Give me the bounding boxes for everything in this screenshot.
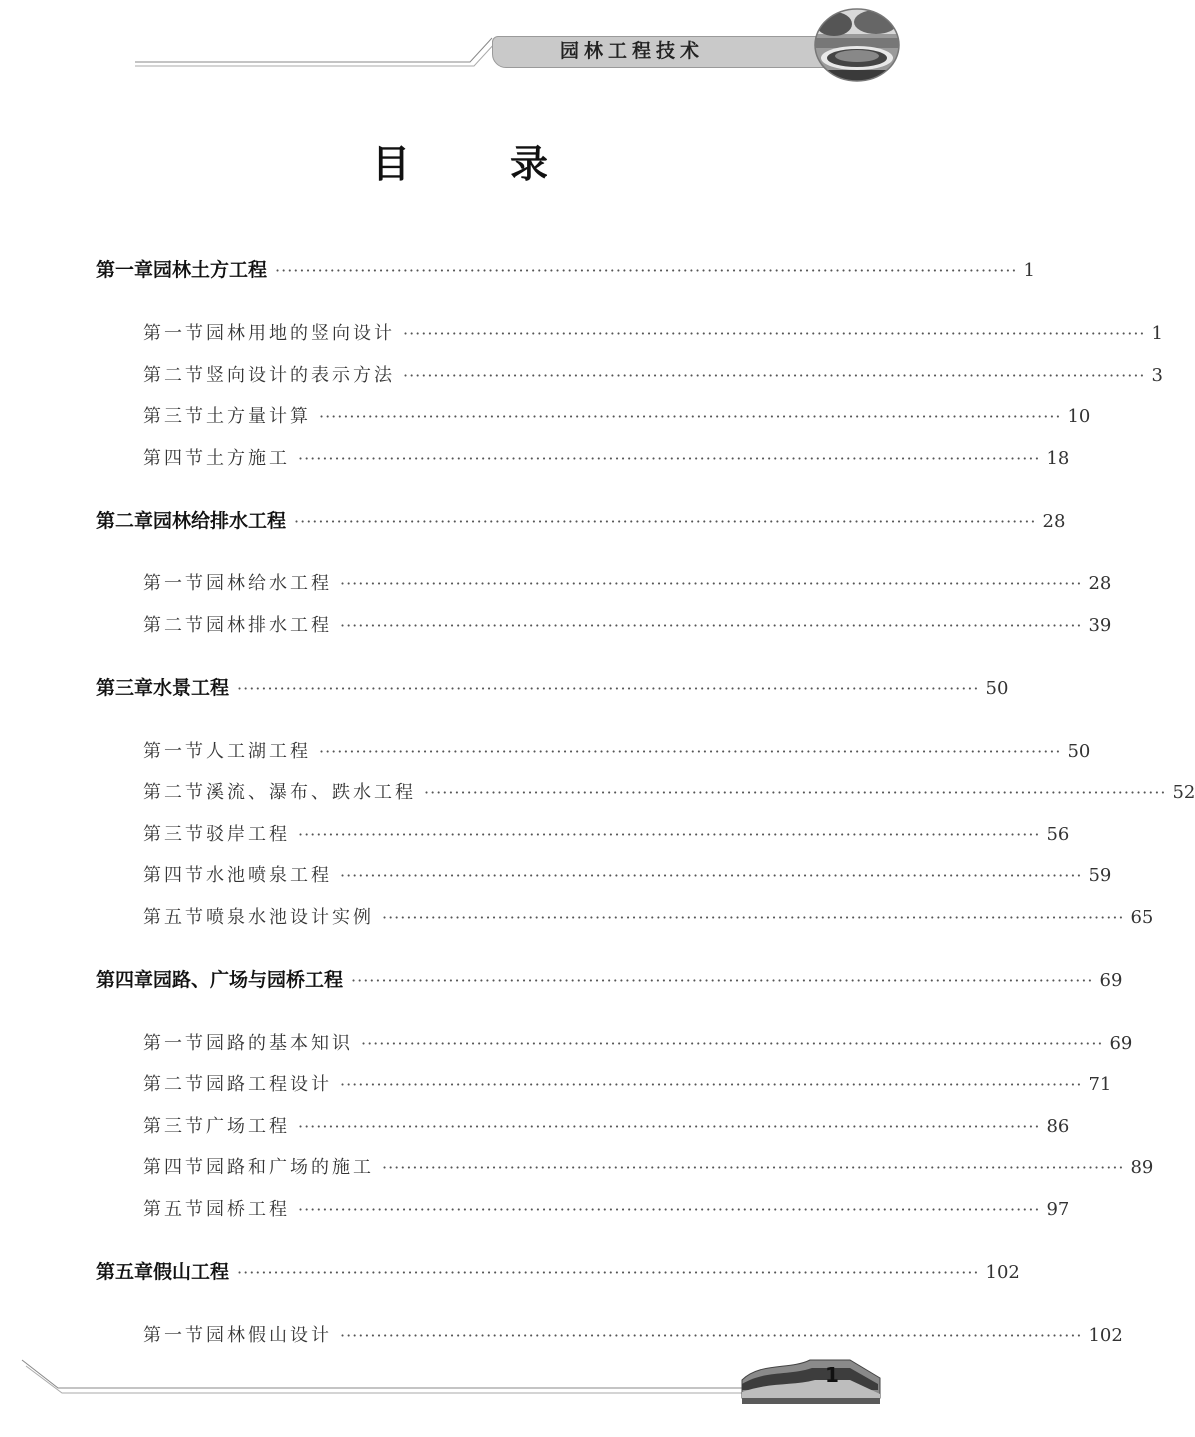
section-title: 园林排水工程 (206, 615, 332, 636)
dot-leader: ·························································································································· (403, 366, 1146, 385)
chapter-title: 水景工程 (153, 677, 230, 699)
dot-leader: ·························································································································· (275, 261, 1018, 280)
dot-leader: ·························································································································· (361, 1034, 1104, 1053)
dot-leader: ·························································································································· (340, 866, 1083, 885)
chapter-title: 园林给排水工程 (153, 510, 287, 532)
page-number: 59 (1088, 865, 1112, 886)
toc-chapter-2[interactable] (96, 506, 1066, 536)
toc-section-1-4[interactable] (143, 444, 1070, 474)
toc-section-4-2[interactable] (143, 1070, 1112, 1100)
dot-leader: ·························································································································· (298, 825, 1041, 844)
section-title: 园路工程设计 (206, 1074, 332, 1095)
chapter-number: 第四章 (96, 969, 154, 991)
page-number: 102 (1088, 1325, 1123, 1346)
toc-section-3-3[interactable] (143, 820, 1070, 850)
page-number: 56 (1046, 824, 1070, 845)
page-number: 89 (1130, 1157, 1154, 1178)
dot-leader: ·························································································································· (340, 574, 1083, 593)
section-number: 第二节 (143, 1074, 206, 1095)
dot-leader: ·························································································································· (382, 908, 1125, 927)
page-number: 69 (1099, 970, 1123, 991)
page-number: 71 (1088, 1074, 1112, 1095)
section-number: 第二节 (143, 615, 206, 636)
section-title: 园林假山设计 (206, 1325, 332, 1346)
toc-section-2-2[interactable] (143, 611, 1112, 641)
section-number: 第二节 (143, 365, 206, 386)
page-number: 50 (985, 678, 1009, 699)
page-number: 10 (1067, 406, 1091, 427)
section-title: 园桥工程 (206, 1199, 290, 1220)
chapter-title: 园路、广场与园桥工程 (153, 969, 344, 991)
footer-decoration (0, 1340, 920, 1437)
section-number: 第一节 (143, 323, 206, 344)
section-title: 驳岸工程 (206, 824, 290, 845)
section-number: 第五节 (143, 907, 206, 928)
chapter-number: 第一章 (96, 259, 154, 281)
header-book-title: 园林工程技术 (560, 40, 705, 62)
section-title: 土方量计算 (206, 406, 311, 427)
page-number: 86 (1046, 1116, 1070, 1137)
toc-section-4-5[interactable] (143, 1195, 1070, 1225)
dot-leader: ·························································································································· (340, 616, 1083, 635)
dot-leader: ·························································································································· (237, 679, 980, 698)
toc-section-1-1[interactable] (143, 319, 1163, 349)
dot-leader: ·························································································································· (382, 1158, 1125, 1177)
toc-section-4-3[interactable] (143, 1112, 1070, 1142)
dot-leader: ·························································································································· (319, 742, 1062, 761)
toc-chapter-4[interactable] (96, 965, 1123, 995)
page-title: 目录 (371, 142, 648, 186)
page-number: 52 (1172, 782, 1195, 803)
page-number: 28 (1042, 511, 1066, 532)
section-number: 第四节 (143, 1157, 206, 1178)
section-title: 人工湖工程 (206, 741, 311, 762)
page-number: 28 (1088, 573, 1112, 594)
toc-section-1-3[interactable] (143, 402, 1091, 432)
section-number: 第一节 (143, 1325, 206, 1346)
page-number: 3 (1151, 365, 1163, 386)
dot-leader: ·························································································································· (340, 1075, 1083, 1094)
section-title: 园林用地的竖向设计 (206, 323, 395, 344)
page-number: 50 (1067, 741, 1091, 762)
section-number: 第三节 (143, 824, 206, 845)
page-number: 18 (1046, 448, 1070, 469)
dot-leader: ·························································································································· (403, 324, 1146, 343)
footer-page-number: 1 (825, 1363, 839, 1387)
section-title: 园路和广场的施工 (206, 1157, 374, 1178)
section-number: 第三节 (143, 406, 206, 427)
section-title: 水池喷泉工程 (206, 865, 332, 886)
dot-leader: ·························································································································· (424, 783, 1167, 802)
dot-leader: ·························································································································· (351, 971, 1094, 990)
toc-section-4-4[interactable] (143, 1153, 1154, 1183)
page-number: 39 (1088, 615, 1112, 636)
chapter-number: 第三章 (96, 677, 154, 699)
dot-leader: ·························································································································· (319, 407, 1062, 426)
dot-leader: ·························································································································· (298, 1117, 1041, 1136)
toc-chapter-5[interactable] (96, 1257, 1020, 1287)
toc-section-2-1[interactable] (143, 569, 1112, 599)
section-number: 第四节 (143, 865, 206, 886)
page-number: 102 (985, 1262, 1020, 1283)
chapter-number: 第五章 (96, 1261, 154, 1283)
toc-section-3-2[interactable] (143, 778, 1195, 808)
section-number: 第三节 (143, 1116, 206, 1137)
toc-section-3-1[interactable] (143, 737, 1091, 767)
section-title: 溪流、瀑布、跌水工程 (206, 782, 416, 803)
toc-chapter-1[interactable] (96, 255, 1035, 285)
chapter-title: 园林土方工程 (153, 259, 268, 281)
section-title: 喷泉水池设计实例 (206, 907, 374, 928)
toc-section-4-1[interactable] (143, 1029, 1133, 1059)
chapter-title: 假山工程 (153, 1261, 230, 1283)
page-number: 65 (1130, 907, 1154, 928)
toc-section-1-2[interactable] (143, 361, 1163, 391)
dot-leader: ·························································································································· (298, 449, 1041, 468)
section-number: 第五节 (143, 1199, 206, 1220)
section-title: 园路的基本知识 (206, 1033, 353, 1054)
section-title: 园林给水工程 (206, 573, 332, 594)
section-number: 第四节 (143, 448, 206, 469)
page-number: 69 (1109, 1033, 1133, 1054)
dot-leader: ·························································································································· (298, 1200, 1041, 1219)
dot-leader: ·························································································································· (340, 1326, 1083, 1345)
page-number: 1 (1023, 260, 1035, 281)
section-title: 广场工程 (206, 1116, 290, 1137)
page-number: 1 (1151, 323, 1163, 344)
toc-chapter-3[interactable] (96, 673, 1009, 703)
toc-section-3-5[interactable] (143, 903, 1154, 933)
page-number: 97 (1046, 1199, 1070, 1220)
dot-leader: ·························································································································· (237, 1263, 980, 1282)
chapter-number: 第二章 (96, 510, 154, 532)
dot-leader: ·························································································································· (294, 512, 1037, 531)
section-number: 第一节 (143, 741, 206, 762)
section-number: 第一节 (143, 1033, 206, 1054)
section-number: 第一节 (143, 573, 206, 594)
section-title: 竖向设计的表示方法 (206, 365, 395, 386)
toc-section-3-4[interactable] (143, 861, 1112, 891)
section-title: 土方施工 (206, 448, 290, 469)
section-number: 第二节 (143, 782, 206, 803)
